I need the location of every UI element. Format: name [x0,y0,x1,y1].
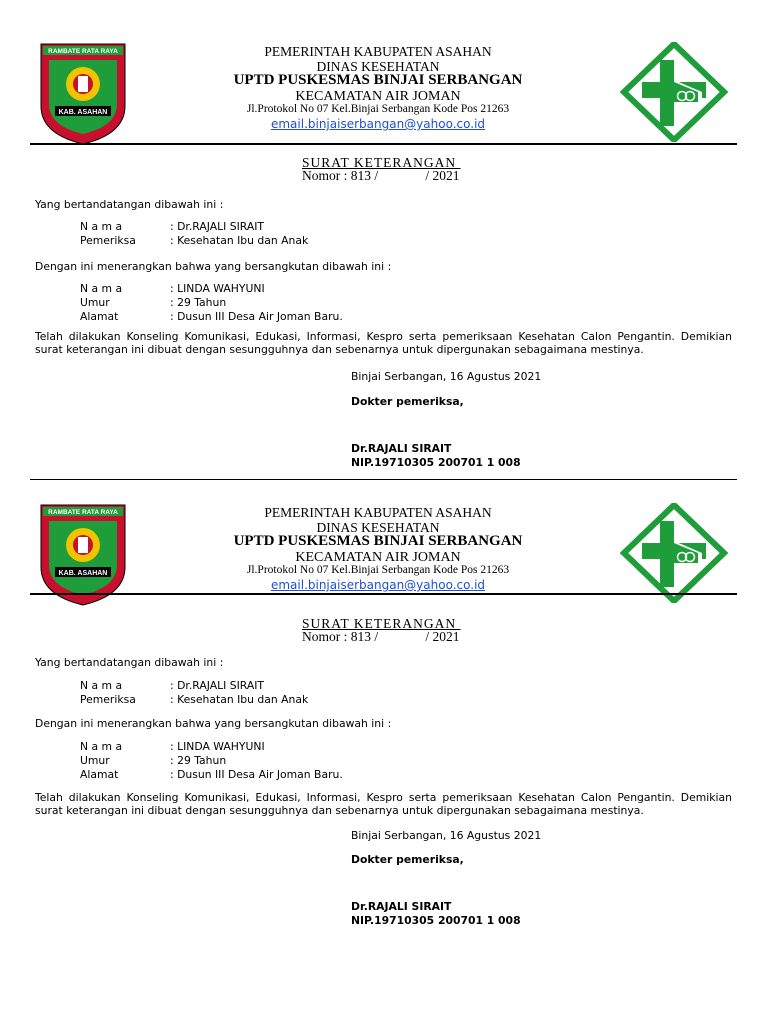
signer-role-title: Dokter pemeriksa, [351,853,464,866]
subject-name-label: N a m a [80,740,123,753]
header-kecamatan: KECAMATAN AIR JOMAN [295,89,461,104]
header-address: Jl.Protokol No 07 Kel.Binjai Serbangan Kode Pos 21263 [246,103,510,115]
copy-separator [30,479,737,480]
signer-name-label: N a m a [80,220,123,233]
subject-name-value: : LINDA WAHYUNI [170,282,265,295]
letter-title: SURAT KETERANGAN [302,155,461,170]
letter-copy-2 [0,503,768,968]
signer-name-label: N a m a [80,679,123,692]
place-date: Binjai Serbangan, 16 Agustus 2021 [351,829,542,842]
subject-address-label: Alamat [80,768,119,781]
emblem-footer-text: KAB. ASAHAN [58,570,108,577]
header-kecamatan: KECAMATAN AIR JOMAN [295,550,461,565]
letter-body: Telah dilakukan Konseling Komunikasi, Edukasi, Informasi, Kespro serta pemeriksaan Kesehatan Calon Pengantin. Demikian surat keterangan ini dibuat dengan sesungguhnya dan sebenarnya untuk dipergunakan sebagaimana mestinya. [35,791,732,817]
signature-nip: NIP.19710305 200701 1 008 [351,914,521,927]
intro-signer: Yang bertandatangan dibawah ini : [35,198,224,211]
intro-subject: Dengan ini menerangkan bahwa yang bersangkutan dibawah ini : [35,260,392,273]
emblem-banner-text: RAMBATE RATA RAYA [48,509,118,516]
header-government: PEMERINTAH KABUPATEN ASAHAN [264,505,492,520]
subject-age-value: : 29 Tahun [170,296,227,309]
intro-subject: Dengan ini menerangkan bahwa yang bersangkutan dibawah ini : [35,717,392,730]
signer-role-value: : Kesehatan Ibu dan Anak [170,693,309,706]
letter-copy-1 [0,42,768,507]
signer-name-value: : Dr.RAJALI SIRAIT [170,679,264,692]
header-uptd: UPTD PUSKESMAS BINJAI SERBANGAN [233,533,523,549]
header-uptd: UPTD PUSKESMAS BINJAI SERBANGAN [233,72,523,88]
subject-age-label: Umur [80,754,110,767]
puskesmas-logo-icon [620,42,728,142]
letter-number: Nomor : 813 / / 2021 [302,168,460,183]
signature-name: Dr.RAJALI SIRAIT [351,442,452,455]
subject-name-label: N a m a [80,282,123,295]
header-divider [30,143,737,145]
place-date: Binjai Serbangan, 16 Agustus 2021 [351,370,542,383]
header-email-link[interactable]: email.binjaiserbangan@yahoo.co.id [270,578,486,592]
header-dinas: DINAS KESEHATAN [316,520,440,535]
subject-name-value: : LINDA WAHYUNI [170,740,265,753]
subject-address-label: Alamat [80,310,119,323]
signer-role-label: Pemeriksa [80,693,136,706]
letter-number: Nomor : 813 / / 2021 [302,629,460,644]
intro-signer: Yang bertandatangan dibawah ini : [35,656,224,669]
header-dinas: DINAS KESEHATAN [316,59,440,74]
subject-age-value: : 29 Tahun [170,754,227,767]
header-government: PEMERINTAH KABUPATEN ASAHAN [264,44,492,59]
header-email-link[interactable]: email.binjaiserbangan@yahoo.co.id [270,117,486,131]
emblem-banner-text: RAMBATE RATA RAYA [48,48,118,55]
header-divider [30,593,737,595]
letter-title: SURAT KETERANGAN [302,616,461,631]
signer-name-value: : Dr.RAJALI SIRAIT [170,220,264,233]
subject-address-value: : Dusun III Desa Air Joman Baru. [170,310,343,323]
puskesmas-logo-icon [620,503,728,603]
subject-address-value: : Dusun III Desa Air Joman Baru. [170,768,343,781]
signer-role-value: : Kesehatan Ibu dan Anak [170,234,309,247]
emblem-footer-text: KAB. ASAHAN [58,109,108,116]
subject-age-label: Umur [80,296,110,309]
header-address: Jl.Protokol No 07 Kel.Binjai Serbangan Kode Pos 21263 [246,564,510,576]
signer-role-title: Dokter pemeriksa, [351,395,464,408]
letter-body: Telah dilakukan Konseling Komunikasi, Edukasi, Informasi, Kespro serta pemeriksaan Kesehatan Calon Pengantin. Demikian surat keterangan ini dibuat dengan sesungguhnya dan sebenarnya untuk dipergunakan sebagaimana mestinya. [35,330,732,356]
signer-role-label: Pemeriksa [80,234,136,247]
signature-name: Dr.RAJALI SIRAIT [351,900,452,913]
signature-nip: NIP.19710305 200701 1 008 [351,456,521,469]
